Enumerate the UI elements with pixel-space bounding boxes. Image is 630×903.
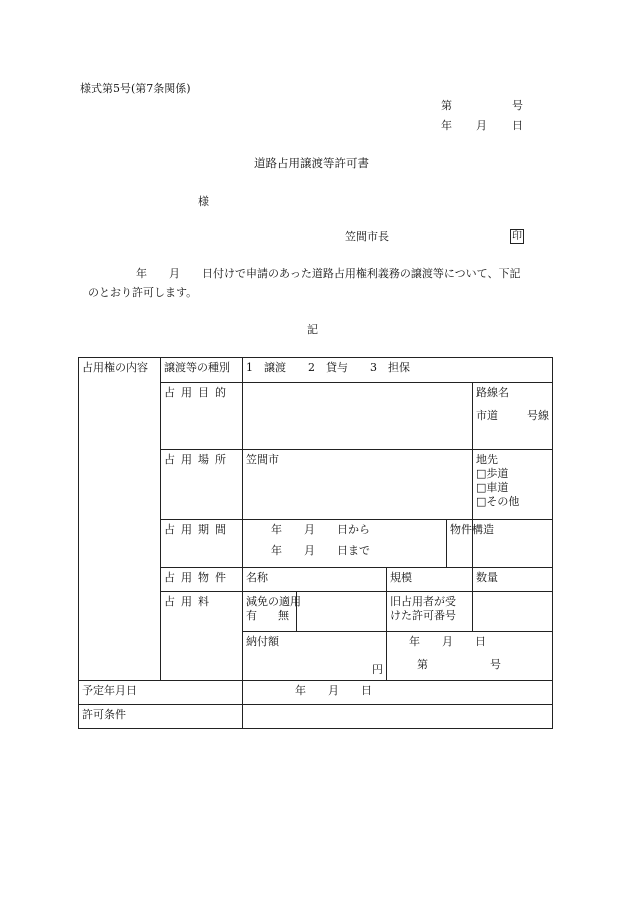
issue-year: 年 [441, 119, 452, 132]
structure-label: 物件構造 [450, 523, 494, 536]
addressee-suffix: 様 [198, 195, 209, 208]
form-number: 様式第5号(第7条関係) [80, 82, 191, 95]
object-label: 占用物件 [164, 571, 232, 584]
route-cell [473, 383, 553, 450]
issue-day: 日 [512, 119, 523, 132]
quantity-cell [473, 568, 553, 592]
scheduled-date-label: 予定年月日 [82, 684, 137, 697]
permit-number-prefix: 第 [417, 658, 428, 671]
ki-heading: 記 [307, 323, 318, 336]
place-label-cell [161, 450, 243, 520]
scale-cell [387, 568, 473, 592]
transfer-options-cell [243, 358, 553, 383]
permit-number-suffix: 号 [490, 658, 501, 671]
body-text-line1: 年 月 日付けで申請のあった道路占用権利義務の譲渡等について、下記 [136, 267, 521, 280]
purpose-label: 占用目的 [164, 386, 232, 399]
period-label-cell [161, 520, 243, 568]
conditions-label: 許可条件 [82, 708, 126, 721]
period-value-cell [243, 520, 447, 568]
place-value: 笠間市 [246, 453, 279, 466]
purpose-label-cell [161, 383, 243, 450]
conditions-value-cell [243, 705, 553, 729]
period-label: 占用期間 [164, 523, 232, 536]
seal-stamp: 印 [512, 231, 522, 242]
reduction-label: 減免の適用 [246, 595, 301, 608]
document-number-suffix: 号 [512, 99, 523, 112]
conditions-label-cell [79, 705, 243, 729]
land-label: 地先 [476, 453, 498, 466]
previous-permit-label-line1: 旧占用者が受 [390, 595, 456, 608]
roadway-checkbox: □車道 [476, 481, 509, 494]
scheduled-date-value: 年 月 日 [295, 684, 372, 697]
reduction-no: 無 [278, 609, 289, 622]
payment-cell [243, 632, 387, 681]
name-cell [243, 568, 387, 592]
period-from: 年 月 日から [271, 523, 370, 536]
scheduled-date-value-cell [243, 681, 553, 705]
transfer-type-label: 譲渡等の種別 [164, 361, 230, 374]
permit-details-table [78, 357, 553, 729]
route-number-suffix: 号線 [527, 409, 549, 422]
previous-permit-label-cell [387, 592, 473, 632]
place-value-cell [243, 450, 473, 520]
payment-label: 納付額 [246, 635, 279, 648]
previous-permit-label-line2: けた許可番号 [390, 609, 456, 622]
period-to: 年 月 日まで [271, 544, 370, 557]
content-label-cell [79, 358, 161, 681]
reduction-cell [243, 592, 301, 632]
reduction-yes: 有 [246, 609, 257, 622]
issuer-name: 笠間市長 [345, 230, 389, 243]
document-number-prefix: 第 [441, 99, 452, 112]
document-title: 道路占用譲渡等許可書 [254, 156, 369, 170]
content-label: 占用権の内容 [82, 361, 148, 374]
permit-date: 年 月 日 [409, 635, 486, 648]
reduction-value-cell [297, 592, 387, 632]
sidewalk-checkbox: □歩道 [476, 467, 509, 480]
scale-label: 規模 [390, 571, 412, 584]
transfer-type-label-cell [161, 358, 243, 383]
city-road-label: 市道 [476, 409, 498, 422]
transfer-options: 1 譲渡 2 貸与 3 担保 [246, 361, 410, 374]
body-text-line2: のとおり許可します。 [88, 286, 198, 299]
structure-label-cell [447, 520, 494, 568]
seal-mark [510, 229, 524, 244]
place-label: 占用場所 [164, 453, 232, 466]
fee-label: 占用料 [164, 595, 215, 608]
permit-date-number-cell [387, 632, 553, 681]
purpose-value-cell [243, 383, 473, 450]
object-label-cell [161, 568, 243, 592]
scheduled-date-label-cell [79, 681, 243, 705]
quantity-label: 数量 [476, 571, 498, 584]
yen-label: 円 [372, 663, 383, 676]
route-label: 路線名 [476, 386, 509, 399]
other-checkbox: □その他 [476, 495, 520, 508]
name-label: 名称 [246, 571, 268, 584]
issue-month: 月 [476, 119, 487, 132]
land-cell [473, 450, 553, 520]
previous-permit-value-cell [473, 592, 553, 632]
fee-label-cell [161, 592, 243, 681]
